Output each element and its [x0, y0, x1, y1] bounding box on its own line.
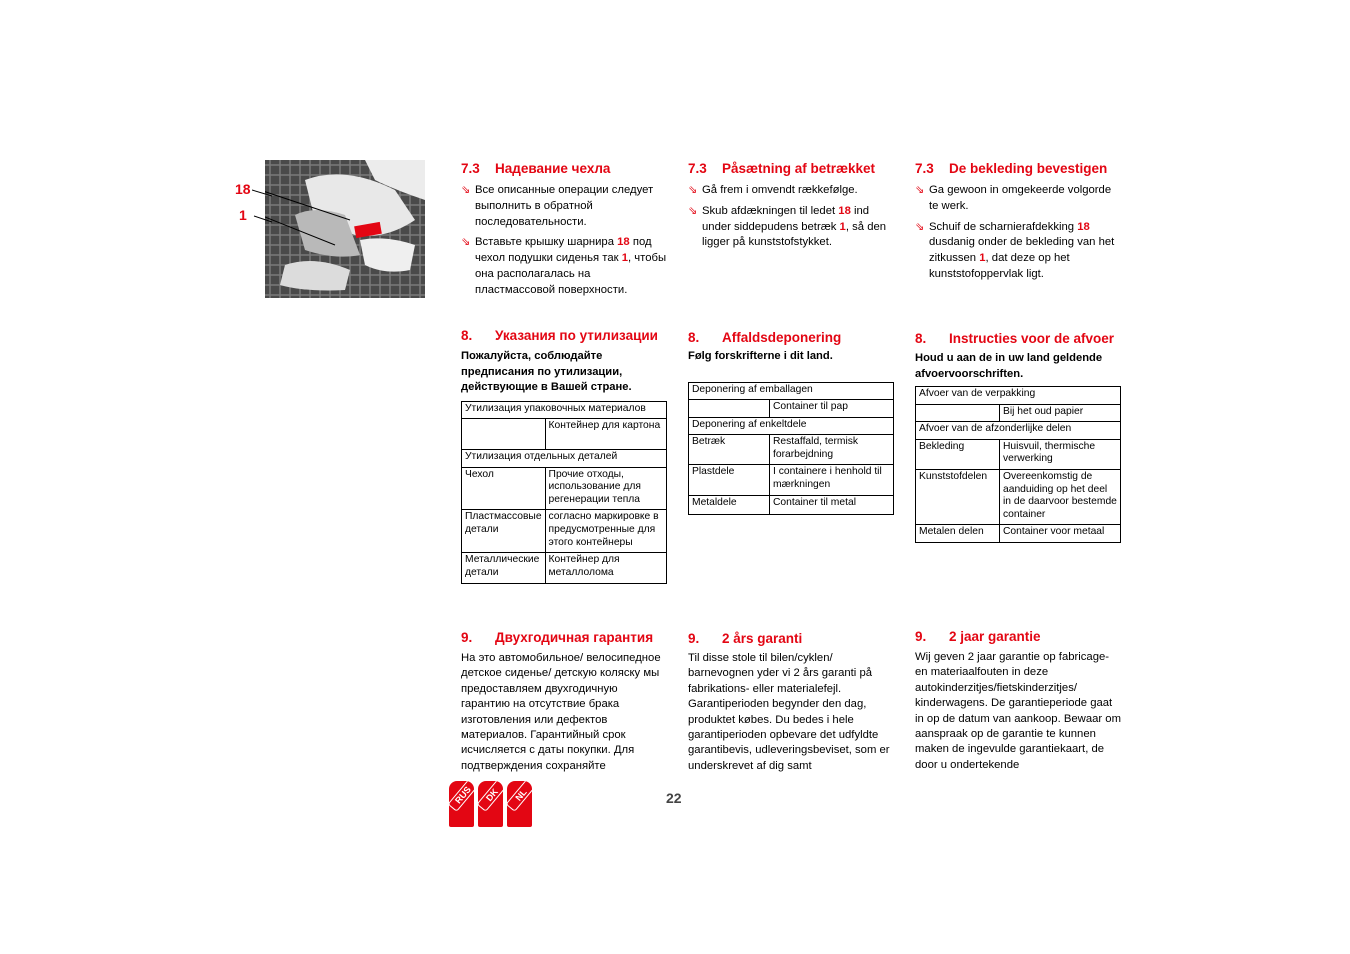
instruction-item: ⇘ Skub afdækningen til ledet 18 ind under siddepudens betræk 1, så den ligger på kunststofstykket. — [688, 204, 887, 249]
arrow-bullet-icon: ⇘ — [915, 184, 925, 196]
table-row: Контейнер для картона — [462, 419, 667, 450]
table-row: Betræk Restaffald, termisk forarbejdning — [689, 435, 894, 465]
disposal-table — [915, 386, 1121, 543]
table-row: Утилизация отдельных деталей — [462, 450, 667, 468]
section-heading: 7.3 Надевание чехла — [461, 161, 611, 176]
disposal-lead: Houd u aan de in uw land geldende afvoervoorschriften. — [915, 352, 1103, 380]
arrow-bullet-icon: ⇘ — [461, 236, 471, 249]
table-row: Metalen delen Container voor metaal — [916, 525, 1121, 543]
nl-section-8 — [915, 330, 1123, 543]
disposal-table — [461, 401, 667, 585]
table-row: Deponering af emballagen — [689, 382, 894, 400]
warranty-text: Til disse stole til bilen/cyklen/ barnevognen yder vi 2 års garanti på fabrikations- eller materialefejl. Garantiperioden begynder den dag, produktet købes. Du bedes i hele garantiperioden opbevare det udfyldte garantibevis, udleveringsbeviset, som er underskrevet af dig samt — [688, 652, 890, 772]
callout-leaders — [252, 186, 272, 226]
seat-cover-photo — [265, 160, 425, 298]
table-row: Bekleding Huisvuil, thermische verwerking — [916, 439, 1121, 469]
table-row: Металлические детали Контейнер для металлолома — [462, 553, 667, 584]
section-heading: 9. 2 jaar garantie — [915, 629, 1041, 644]
section-heading: 8. Instructies voor de afvoer — [915, 331, 1115, 346]
table-row: Plastdele I containere i henhold til mærkningen — [689, 465, 894, 495]
section-heading: 9. Двухгодичная гарантия — [461, 630, 654, 645]
table-row: Чехол Прочие отходы, использование для регенерации тепла — [462, 467, 667, 510]
section-heading: 7.3 De bekleding bevestigen — [915, 161, 1108, 176]
arrow-bullet-icon: ⇘ — [688, 184, 698, 196]
callout-1: 1 — [239, 207, 247, 223]
arrow-bullet-icon: ⇘ — [688, 204, 698, 217]
table-row: Пластмассовые детали согласно маркировке в предусмотренные для этого контейнеры — [462, 510, 667, 553]
seat-hinge-illustration — [265, 160, 425, 298]
dk-section-7-3 — [688, 160, 896, 256]
section-heading: 9. 2 års garanti — [688, 631, 803, 646]
instruction-item: ⇘ Gå frem i omvendt rækkefølge. — [688, 183, 896, 199]
nl-section-9 — [915, 628, 1123, 773]
section-heading: 8. Указания по утилизации — [461, 328, 658, 343]
dk-section-9 — [688, 630, 896, 774]
table-row: Metaldele Container til metal — [689, 495, 894, 514]
arrow-bullet-icon: ⇘ — [915, 220, 925, 233]
table-row: Kunststofdelen Overeenkomstig de aanduiding op het deel in de daarvoor bestemde container — [916, 469, 1121, 524]
instruction-item: ⇘ Schuif de scharnierafdekking 18 dusdanig onder de bekleding van het zitkussen 1, dat deze op het kunststofoppervlak ligt. — [915, 220, 1115, 280]
table-row: Bij het oud papier — [916, 404, 1121, 422]
warranty-text: На это автомобильное/ велосипедное детское сиденье/ детскую коляску мы предоставляем двухгодичную гарантию на отсутствие брака изготовления или дефектов материалов. Гарантийный срок исчисляется с даты покупки. Для подтверждения сохраняйте — [461, 652, 661, 772]
nl-section-7-3 — [915, 160, 1123, 288]
disposal-table — [688, 382, 894, 515]
disposal-lead: Пожалуйста, соблюдайте предписания по утилизации, действующие в Вашей стране. — [461, 350, 632, 393]
language-tab-rus[interactable]: RUS — [449, 781, 474, 827]
language-tab-dk[interactable]: DK — [478, 781, 503, 827]
ru-section-8 — [461, 327, 669, 584]
section-heading: 8. Affaldsdeponering — [688, 330, 842, 345]
table-row: Container til pap — [689, 400, 894, 418]
table-row: Afvoer van de verpakking — [916, 387, 1121, 405]
callout-18: 18 — [235, 181, 251, 197]
dk-section-8 — [688, 329, 896, 515]
section-heading: 7.3 Påsætning af betrækket — [688, 161, 876, 176]
arrow-bullet-icon: ⇘ — [461, 184, 471, 196]
instruction-item: ⇘ Все описанные операции следует выполнить в обратной последовательности. — [461, 184, 654, 228]
warranty-text: Wij geven 2 jaar garantie op fabricage- en materiaalfouten in deze autokinderzitjes/fietskinderzitjes/ kinderwagens. De garantieperiode gaat in op de datum van aankoop. Bewaar om aanspraak op de garantie te kunnen maken de ingevulde garantiekaart, de door u ondertekende — [915, 651, 1121, 771]
disposal-lead: Følg forskrifterne i dit land. — [688, 350, 833, 362]
ru-section-7-3 — [461, 160, 669, 304]
table-row: Утилизация упаковочных материалов — [462, 401, 667, 419]
table-row: Deponering af enkeltdele — [689, 417, 894, 435]
instruction-item: ⇘ Ga gewoon in omgekeerde volgorde te werk. — [915, 184, 1112, 212]
page-number: 22 — [666, 790, 682, 806]
instruction-item: ⇘ Вставьте крышку шарнира 18 под чехол подушки сиденья так 1, чтобы она располагалась на пластмассовой поверхности. — [461, 236, 667, 296]
table-row: Afvoer van de afzonderlijke delen — [916, 422, 1121, 440]
ru-section-9 — [461, 629, 669, 774]
language-tab-nl[interactable]: NL — [507, 781, 532, 827]
